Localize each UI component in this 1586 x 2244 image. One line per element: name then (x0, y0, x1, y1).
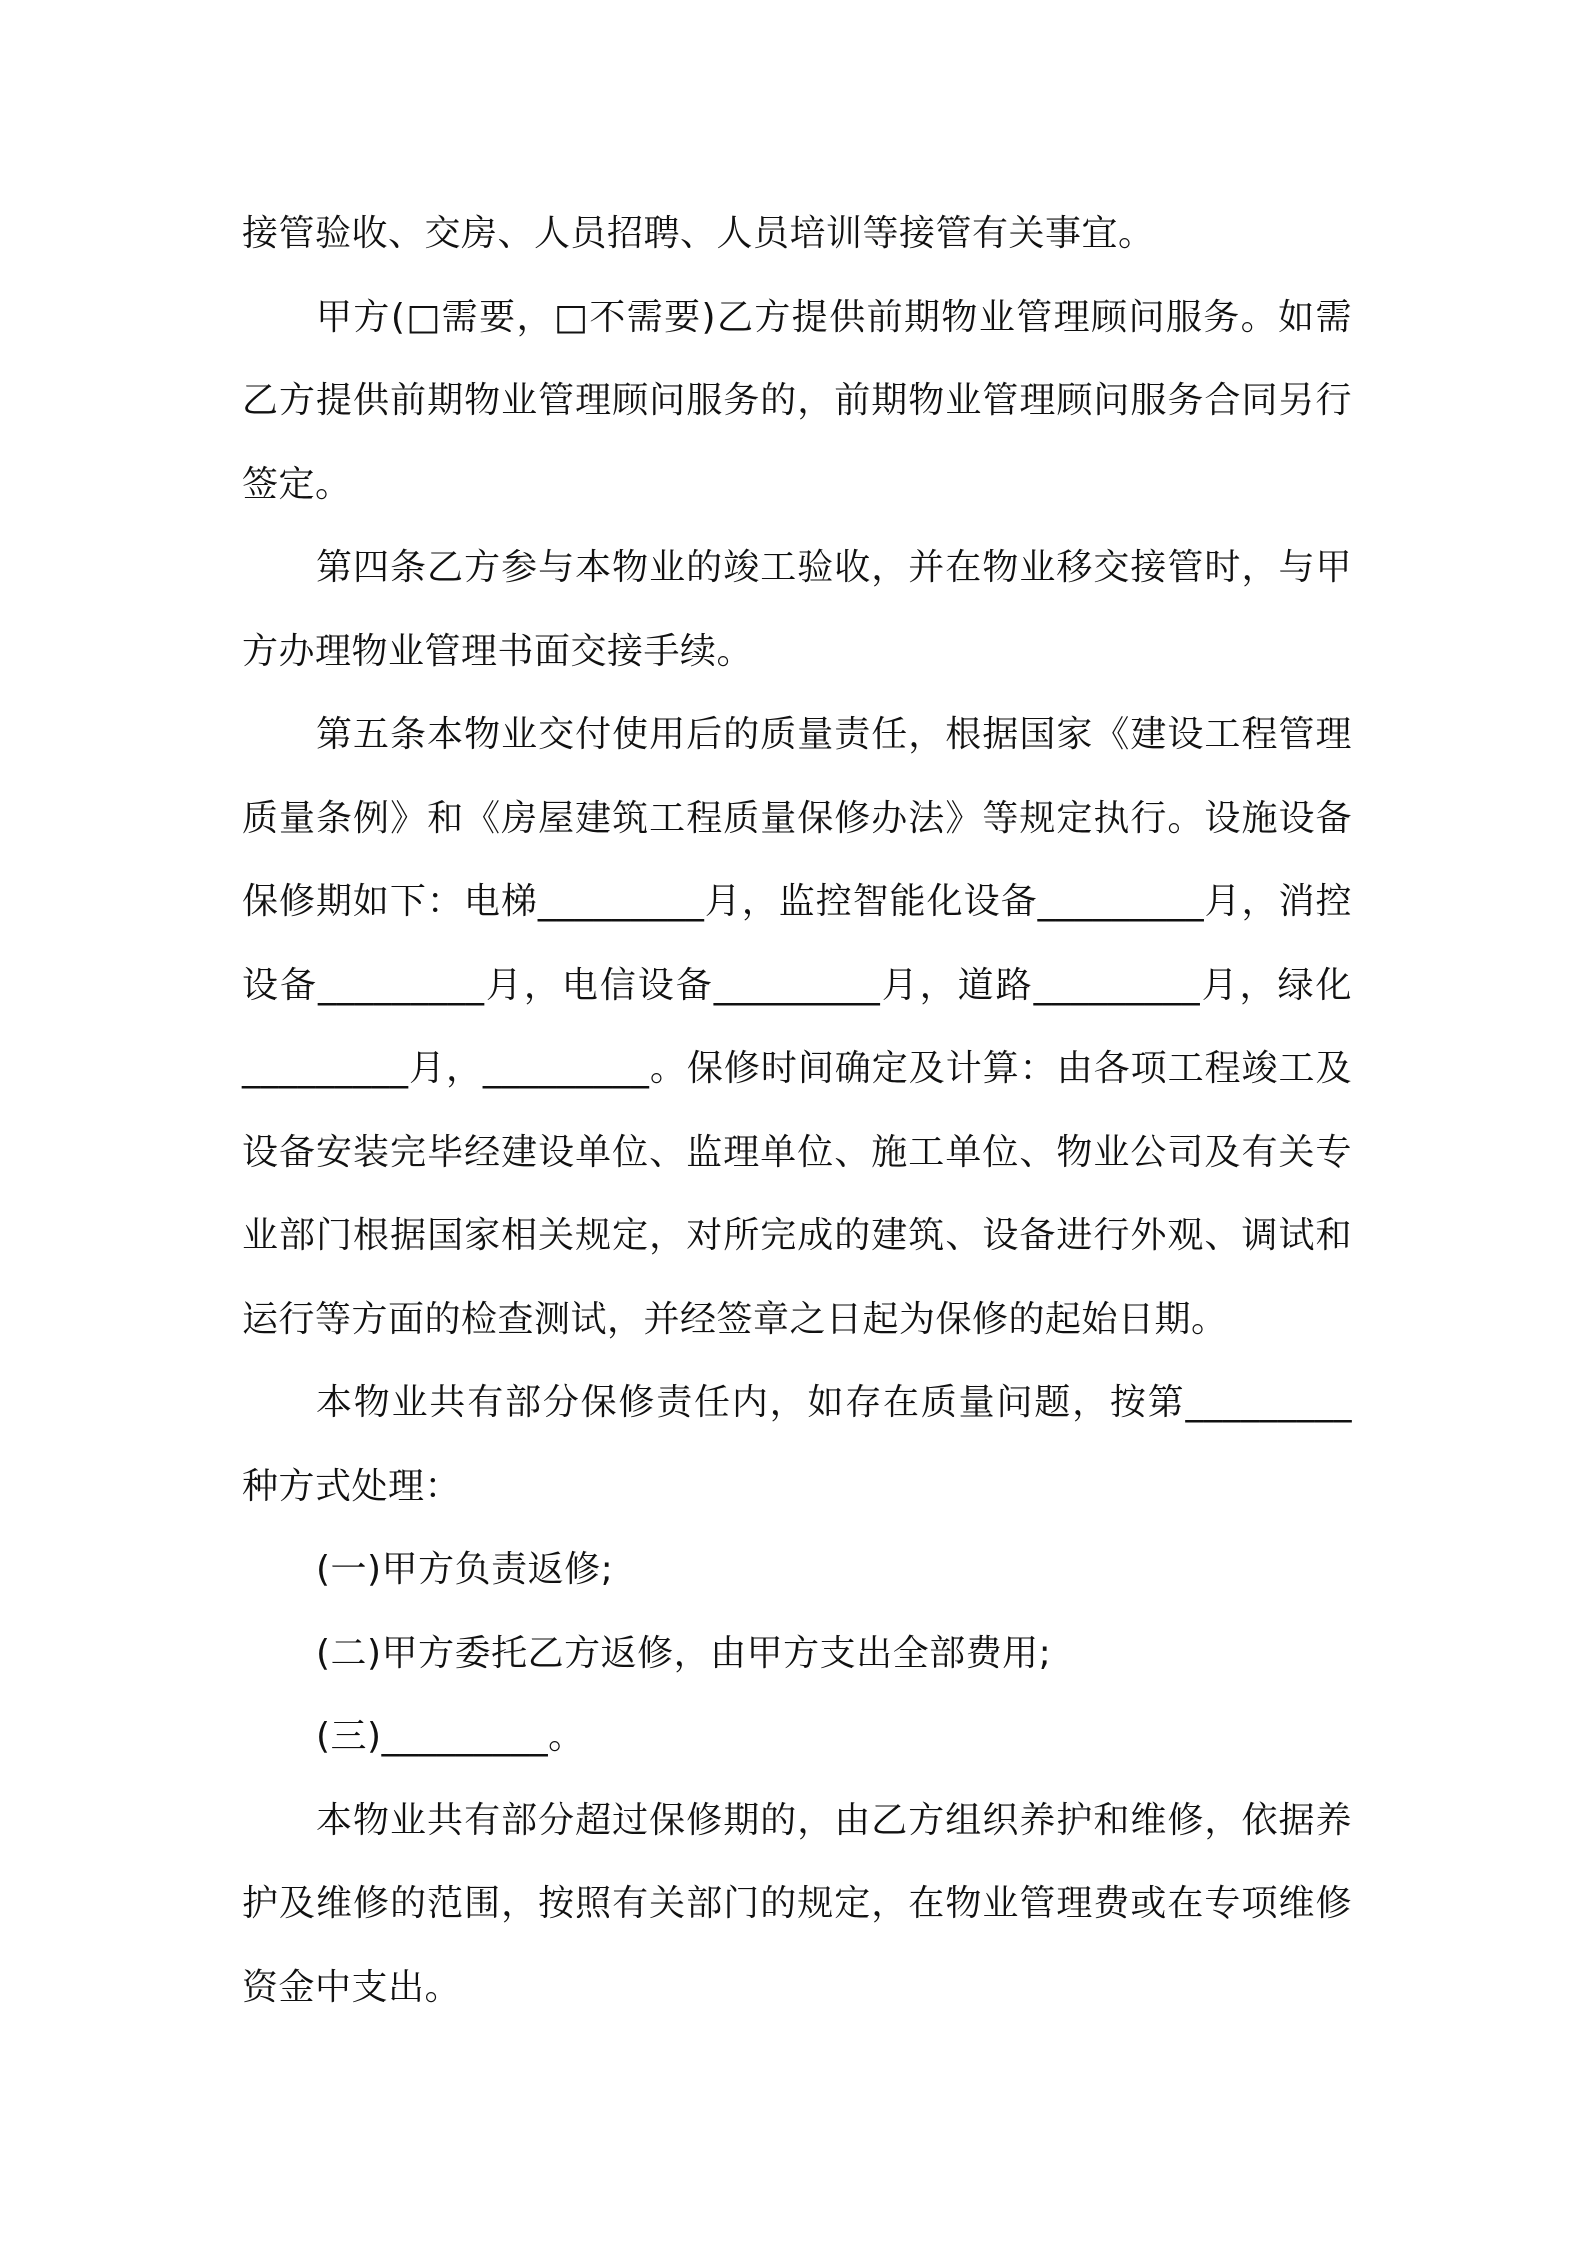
paragraph-article-5: 第五条本物业交付使用后的质量责任，根据国家《建设工程管理质量条例》和《房屋建筑工程质量保修办法》等规定执行。设施设备保修期如下：电梯_________月，监控智能化设备_________月，消控设备_________月，电信设备_________月，道路_________月，绿化_________月，_________。保修时间确定及计算：由各项工程竣工及设备安装完毕经建设单位、监理单位、施工单位、物业公司及有关专业部门根据国家相关规定，对所完成的建筑、设备进行外观、调试和运行等方面的检查测试，并经签章之日起为保修的起始日期。 (242, 714, 1352, 1340)
paragraph-option-3: (三)_________。 (316, 1716, 585, 1757)
paragraph-option-1: (一)甲方负责返修; (316, 1549, 614, 1590)
paragraph-article-4: 第四条乙方参与本物业的竣工验收，并在物业移交接管时，与甲方办理物业管理书面交接手续。 (242, 547, 1352, 672)
paragraph-option-2: (二)甲方委托乙方返修，由甲方支出全部费用; (316, 1632, 1052, 1674)
paragraph-post-warranty: 本物业共有部分超过保修期的，由乙方组织养护和维修，依据养护及维修的范围，按照有关部门的规定，在物业管理费或在专项维修资金中支出。 (242, 1799, 1352, 2008)
paragraph-continuation: 接管验收、交房、人员招聘、人员培训等接管有关事宜。 (242, 213, 1155, 254)
document-body (242, 192, 1352, 2029)
paragraph-consulting-service: 甲方(□需要，□不需要)乙方提供前期物业管理顾问服务。如需乙方提供前期物业管理顾问服务的，前期物业管理顾问服务合同另行签定。 (242, 296, 1352, 505)
paragraph-warranty-method: 本物业共有部分保修责任内，如存在质量问题，按第_________种方式处理： (242, 1382, 1352, 1507)
